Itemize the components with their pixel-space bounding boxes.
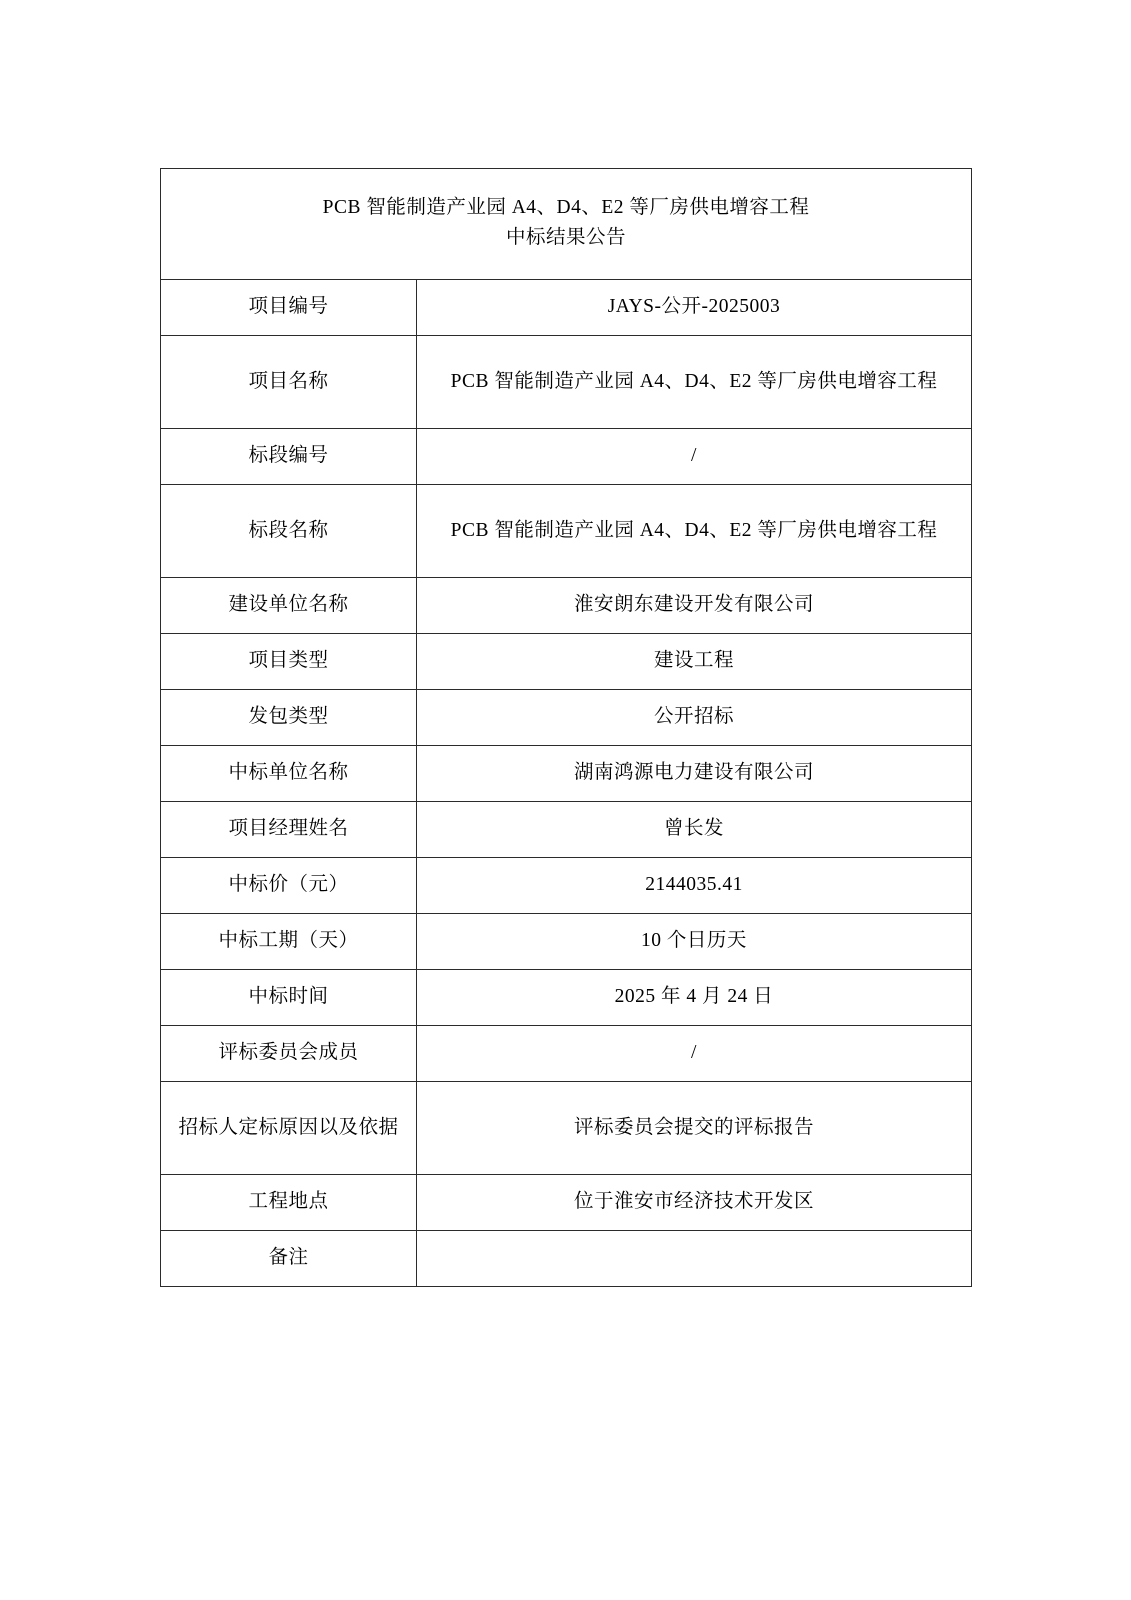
row-label: 项目类型 bbox=[161, 634, 417, 690]
table-row bbox=[161, 336, 972, 429]
row-value bbox=[417, 280, 972, 336]
row-label: 建设单位名称 bbox=[161, 578, 417, 634]
document-title bbox=[161, 169, 972, 280]
table-row bbox=[161, 690, 972, 746]
row-value-text: 曾长发 bbox=[663, 818, 724, 840]
document-title-line-2: 中标结果公告 bbox=[505, 227, 626, 248]
row-value bbox=[417, 858, 972, 914]
table-row bbox=[161, 746, 972, 802]
row-label: 项目名称 bbox=[161, 336, 417, 429]
table-body bbox=[161, 169, 972, 1287]
row-value-text: 10 个日历天 bbox=[641, 930, 747, 952]
row-label: 项目经理姓名 bbox=[161, 802, 417, 858]
row-label: 招标人定标原因以及依据 bbox=[161, 1082, 417, 1175]
row-label: 中标时间 bbox=[161, 970, 417, 1026]
row-label: 中标单位名称 bbox=[161, 746, 417, 802]
row-value bbox=[417, 970, 972, 1026]
table-row bbox=[161, 280, 972, 336]
table-row bbox=[161, 485, 972, 578]
row-label: 发包类型 bbox=[161, 690, 417, 746]
table-row bbox=[161, 1231, 972, 1287]
table-row bbox=[161, 802, 972, 858]
row-label: 标段名称 bbox=[161, 485, 417, 578]
row-value bbox=[417, 1175, 972, 1231]
row-value bbox=[417, 802, 972, 858]
row-label: 备注 bbox=[161, 1231, 417, 1287]
row-value bbox=[417, 336, 972, 429]
table-row bbox=[161, 578, 972, 634]
row-label: 评标委员会成员 bbox=[161, 1026, 417, 1082]
row-value-text: 公开招标 bbox=[653, 706, 734, 728]
row-value-text: 淮安朗东建设开发有限公司 bbox=[573, 594, 814, 616]
row-value-text: / bbox=[691, 1042, 697, 1064]
table-row bbox=[161, 858, 972, 914]
table-row bbox=[161, 429, 972, 485]
row-value-text: 湖南鸿源电力建设有限公司 bbox=[573, 762, 814, 784]
row-value bbox=[417, 1082, 972, 1175]
row-value-text: 2144035.41 bbox=[645, 874, 743, 896]
bid-result-table bbox=[160, 168, 972, 1287]
table-row bbox=[161, 914, 972, 970]
row-label: 中标价（元） bbox=[161, 858, 417, 914]
row-value-text bbox=[439, 1240, 949, 1278]
row-value-text: 2025 年 4 月 24 日 bbox=[614, 986, 774, 1008]
row-value-text: PCB 智能制造产业园 A4、D4、E2 等厂房供电增容工程 bbox=[450, 519, 938, 541]
document-title-line-1: PCB 智能制造产业园 A4、D4、E2 等厂房供电增容工程 bbox=[322, 196, 810, 218]
table-row-title bbox=[161, 169, 972, 280]
row-value bbox=[417, 578, 972, 634]
row-value bbox=[417, 746, 972, 802]
table-row bbox=[161, 634, 972, 690]
row-value bbox=[417, 634, 972, 690]
row-value bbox=[417, 1026, 972, 1082]
row-value bbox=[417, 690, 972, 746]
table-row bbox=[161, 1026, 972, 1082]
row-value-text: JAYS-公开-2025003 bbox=[607, 296, 781, 318]
row-value-text: / bbox=[691, 445, 697, 467]
row-value bbox=[417, 485, 972, 578]
row-label: 工程地点 bbox=[161, 1175, 417, 1231]
table-row bbox=[161, 970, 972, 1026]
row-label: 标段编号 bbox=[161, 429, 417, 485]
row-value-text: PCB 智能制造产业园 A4、D4、E2 等厂房供电增容工程 bbox=[450, 370, 938, 392]
row-label: 中标工期（天） bbox=[161, 914, 417, 970]
row-value bbox=[417, 1231, 972, 1287]
row-value-text: 评标委员会提交的评标报告 bbox=[573, 1116, 814, 1138]
row-value bbox=[417, 914, 972, 970]
row-value-text: 位于淮安市经济技术开发区 bbox=[573, 1191, 814, 1213]
table-row bbox=[161, 1175, 972, 1231]
row-label: 项目编号 bbox=[161, 280, 417, 336]
table-row bbox=[161, 1082, 972, 1175]
row-value bbox=[417, 429, 972, 485]
row-value-text: 建设工程 bbox=[653, 650, 734, 672]
